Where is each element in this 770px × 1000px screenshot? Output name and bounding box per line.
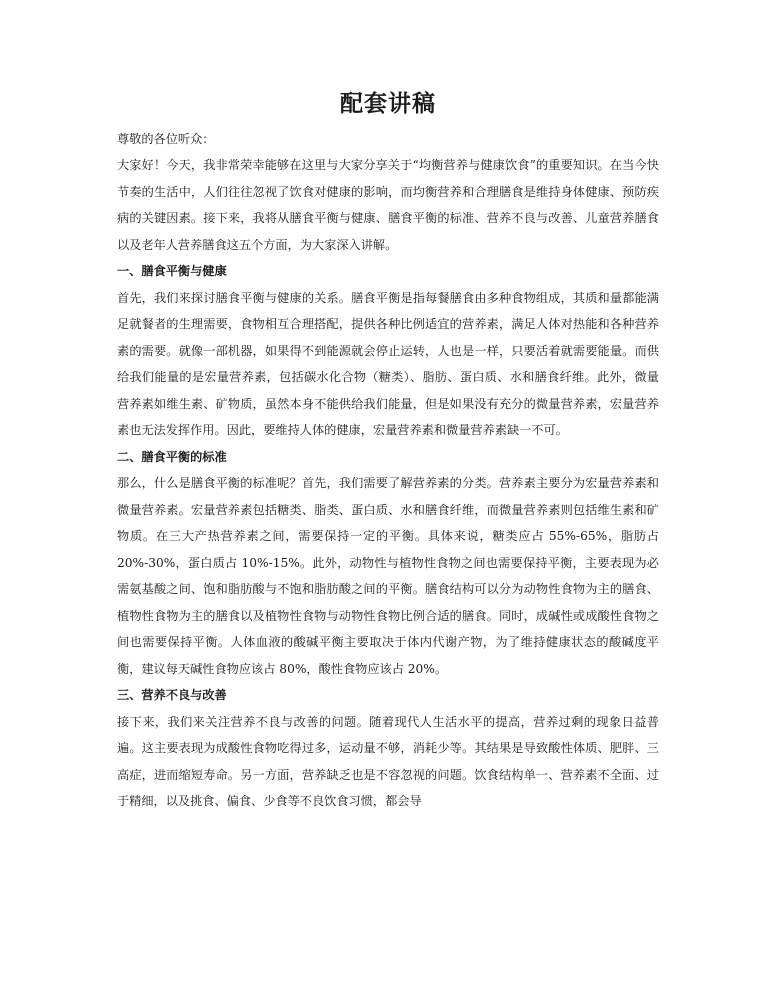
document-title: 配套讲稿	[340, 90, 436, 117]
section-heading-2: 二、膳食平衡的标准	[117, 449, 227, 464]
document-page	[117, 88, 659, 815]
section-body-2: 那么，什么是膳食平衡的标准呢？首先，我们需要了解营养素的分类。营养素主要分为宏量营养素和微量营养素。宏量营养素包括糖类、脂类、蛋白质、水和膳食纤维，而微量营养素则包括维生素和矿物质。在三大产热营养素之间，需要保持一定的平衡。具体来说，糖类应占 55%-65%，脂肪占 20%-30%，蛋白质占 10%-15%。此外，动物性与植物性食物之间也需要保持平衡，主要表现为必需氨基酸之间、饱和脂肪酸与不饱和脂肪酸之间的平衡。膳食结构可以分为动物性食物为主的膳食、植物性食物为主的膳食以及植物性食物与动物性食物比例合适的膳食。同时，成碱性或成酸性食物之间也需要保持平衡。人体血液的酸碱平衡主要取决于体内代谢产物，为了维持健康状态的酸碱度平衡，建议每天碱性食物应该占 80%，酸性食物应该占 20%。	[117, 476, 659, 676]
section-heading-1: 一、膳食平衡与健康	[117, 264, 227, 278]
section-body-1: 首先，我们来探讨膳食平衡与健康的关系。膳食平衡是指每餐膳食由多种食物组成，其质和量都能满足就餐者的生理需要，食物相互合理搭配，提供各种比例适宜的营养素，满足人体对热能和各种营养素的需要。就像一部机器，如果得不到能源就会停止运转，人也是一样，只要活着就需要能量。而供给我们能量的是宏量营养素，包括碳水化合物（糖类）、脂肪、蛋白质、水和膳食纤维。此外，微量营养素如维生素、矿物质，虽然本身不能供给我们能量，但是如果没有充分的微量营养素，宏量营养素也无法发挥作用。因此，要维持人体的健康，宏量营养素和微量营养素缺一不可。	[117, 290, 659, 437]
section-heading-3: 三、营养不良与改善	[117, 688, 227, 702]
intro-paragraph: 大家好！今天，我非常荣幸能够在这里与大家分享关于“均衡营养与健康饮食”的重要知识。在当今快节奏的生活中，人们往往忽视了饮食对健康的影响，而均衡营养和合理膳食是维持身体健康、预防疾病的关键因素。接下来，我将从膳食平衡与健康、膳食平衡的标准、营养不良与改善、儿童营养膳食以及老年人营养膳食这五个方面，为大家深入讲解。	[117, 158, 659, 252]
section-body-3: 接下来，我们来关注营养不良与改善的问题。随着现代人生活水平的提高，营养过剩的现象日益普遍。这主要表现为成酸性食物吃得过多，运动量不够，消耗少等。其结果是导致酸性体质、肥胖、三高症，进而缩短寿命。另一方面，营养缺乏也是不容忽视的问题。饮食结构单一、营养素不全面、过于精细，以及挑食、偏食、少食等不良饮食习惯，都会导	[117, 714, 659, 808]
greeting: 尊敬的各位听众：	[117, 132, 215, 146]
